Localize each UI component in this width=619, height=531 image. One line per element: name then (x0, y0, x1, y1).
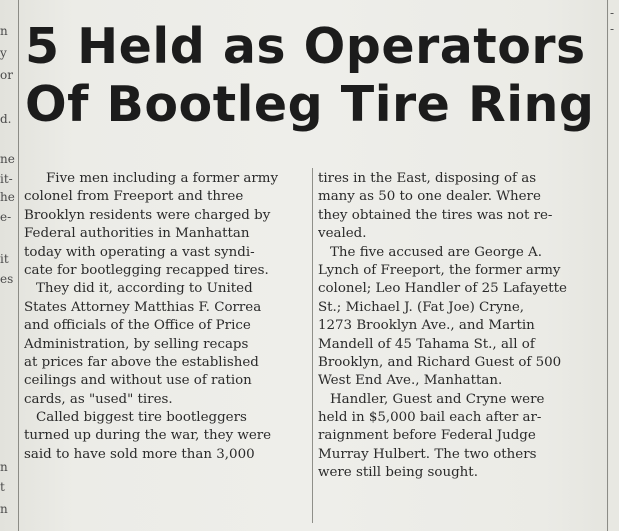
column-divider (312, 168, 313, 523)
text-line: States Attorney Matthias F. Correa (24, 299, 262, 315)
left-fragment: n (0, 24, 8, 38)
text-line: colonel from Freeport and three (24, 189, 244, 205)
left-fragment: it- (0, 172, 13, 186)
text-line: St.; Michael J. (Fat Joe) Cryne, (318, 299, 525, 315)
left-fragment: it (0, 252, 9, 266)
text-line: held in $5,000 bail each after ar- (318, 410, 542, 426)
text-line: Five men including a former army (46, 171, 279, 186)
headline-line-2: Of Bootleg Tire Ring (25, 76, 595, 133)
text-line: Lynch of Freeport, the former army (318, 262, 561, 278)
text-line: Handler, Guest and Cryne were (330, 391, 545, 407)
left-fragment: d. (0, 112, 12, 126)
text-line: at prices far above the established (24, 354, 259, 370)
text-line: The five accused are George A. (330, 244, 542, 260)
left-fragment: t (0, 480, 5, 494)
left-fragment: he (0, 190, 15, 204)
text-line: Murray Hulbert. The two others (318, 446, 537, 462)
text-line: ceilings and without use of ration (24, 373, 252, 389)
headline (25, 18, 603, 134)
left-fragment: e- (0, 210, 12, 224)
left-fragment: es (0, 272, 14, 286)
left-fragment: n (0, 460, 8, 474)
text-line: 1273 Brooklyn Ave., and Martin (318, 318, 535, 334)
text-line: today with operating a vast syndi- (24, 244, 255, 260)
left-fragment: or (0, 68, 13, 82)
text-line: Administration, by selling recaps (24, 336, 249, 352)
text-line: colonel; Leo Handler of 25 Lafayette (318, 281, 567, 297)
left-margin-fragments (0, 0, 16, 531)
left-column-rule (18, 0, 19, 531)
text-line: Mandell of 45 Tahama St., all of (318, 336, 535, 352)
right-fragment: - (610, 6, 615, 20)
text-line: said to have sold more than 3,000 (24, 446, 255, 462)
text-line: Brooklyn, and Richard Guest of 500 (318, 354, 562, 370)
text-line: they obtained the tires was not re- (318, 207, 553, 223)
text-line: West End Ave., Manhattan. (318, 373, 503, 389)
text-line: turned up during the war, they were (24, 428, 272, 444)
text-line: vealed. (318, 226, 367, 242)
text-line: many as 50 to one dealer. Where (318, 189, 541, 205)
left-fragment: n (0, 502, 8, 516)
article-column-left (24, 170, 308, 464)
text-line: They did it, according to United (36, 281, 253, 297)
text-line: Brooklyn residents were charged by (24, 207, 271, 223)
right-fragment: - (610, 22, 615, 36)
text-line: raignment before Federal Judge (318, 428, 536, 444)
text-line: Called biggest tire bootleggers (36, 410, 247, 426)
text-line: Federal authorities in Manhattan (24, 226, 250, 242)
text-line: cate for bootlegging recapped tires. (24, 262, 269, 278)
text-line: tires in the East, disposing of as (318, 171, 537, 186)
text-line: were still being sought. (318, 465, 478, 481)
text-line: and officials of the Office of Price (24, 318, 251, 334)
left-fragment: ne (0, 152, 15, 166)
right-margin-fragments (609, 0, 619, 531)
left-fragment: y (0, 46, 7, 60)
article-column-right (318, 170, 602, 483)
text-line: cards, as "used" tires. (24, 391, 173, 407)
headline-line-1: 5 Held as Operators (25, 18, 586, 75)
right-column-rule (607, 0, 608, 531)
